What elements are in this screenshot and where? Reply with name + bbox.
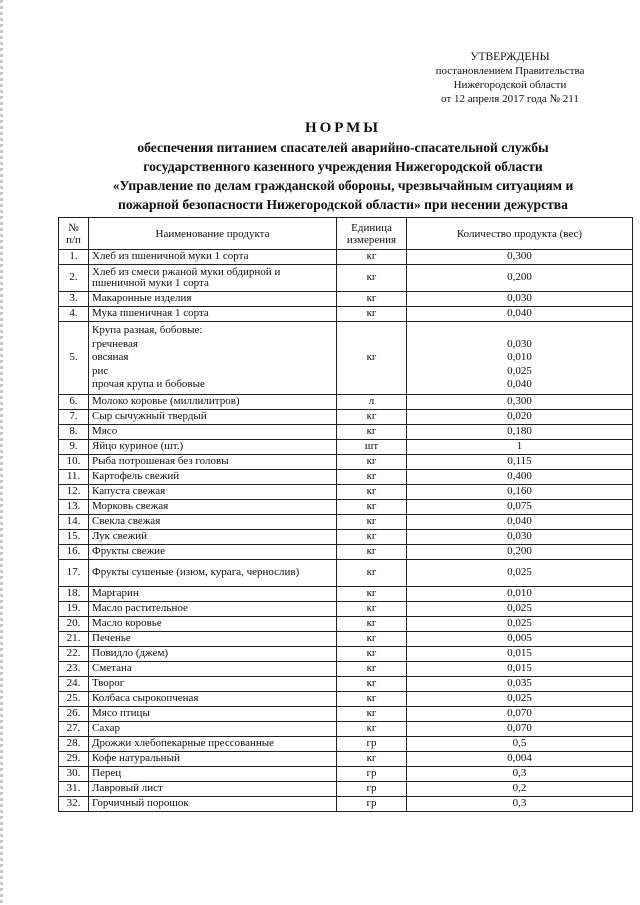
header-name: Наименование продукта (89, 218, 337, 250)
product-quantity: 0,040 (407, 307, 633, 322)
table-row (59, 587, 633, 602)
unit-of-measure: кг (337, 265, 407, 292)
product-name (89, 322, 337, 395)
unit-of-measure: л (337, 395, 407, 410)
row-number: 10. (59, 455, 89, 470)
product-name: Маргарин (89, 587, 337, 602)
table-row (59, 485, 633, 500)
product-quantity: 0,200 (407, 545, 633, 560)
table-row (59, 797, 633, 812)
table-row (59, 530, 633, 545)
table-row (59, 307, 633, 322)
unit-of-measure: кг (337, 500, 407, 515)
row-number: 18. (59, 587, 89, 602)
product-name: Сметана (89, 662, 337, 677)
unit-of-measure: кг (337, 632, 407, 647)
row-number: 30. (59, 767, 89, 782)
unit-of-measure: кг (337, 250, 407, 265)
unit-of-measure: кг (337, 410, 407, 425)
product-quantity: 0,200 (407, 265, 633, 292)
table-row (59, 662, 633, 677)
unit-of-measure: кг (337, 307, 407, 322)
row-number: 5. (59, 322, 89, 395)
product-subitem-quantity: 0,025 (507, 364, 532, 377)
table-row (59, 707, 633, 722)
product-quantity: 0,015 (407, 647, 633, 662)
unit-of-measure: кг (337, 560, 407, 587)
product-name: Молоко коровье (миллилитров) (89, 395, 337, 410)
product-quantity (407, 322, 633, 395)
table-row (59, 677, 633, 692)
row-number: 23. (59, 662, 89, 677)
product-name: Макаронные изделия (89, 292, 337, 307)
header-num-line2: п/п (66, 233, 81, 246)
table-row (59, 752, 633, 767)
product-name: Кофе натуральный (89, 752, 337, 767)
row-number: 31. (59, 782, 89, 797)
product-subitem-name: прочая крупа и бобовые (92, 378, 205, 391)
product-name: Мясо птицы (89, 707, 337, 722)
unit-of-measure: кг (337, 515, 407, 530)
row-number: 15. (59, 530, 89, 545)
table-row (59, 692, 633, 707)
product-subitem-quantity: 0,010 (507, 351, 532, 364)
product-quantity: 0,025 (407, 692, 633, 707)
row-number: 9. (59, 440, 89, 455)
product-quantity: 0,035 (407, 677, 633, 692)
row-number: 26. (59, 707, 89, 722)
row-number: 24. (59, 677, 89, 692)
row-number: 13. (59, 500, 89, 515)
table-row (59, 470, 633, 485)
table-row (59, 737, 633, 752)
unit-of-measure: кг (337, 707, 407, 722)
table-body (59, 250, 633, 812)
product-name: Картофель свежий (89, 470, 337, 485)
table-row (59, 560, 633, 587)
table-row (59, 647, 633, 662)
product-quantity: 0,2 (407, 782, 633, 797)
document-title (60, 118, 626, 214)
product-name: Колбаса сырокопченая (89, 692, 337, 707)
product-name: Яйцо куриное (шт.) (89, 440, 337, 455)
title-line: «Управление по делам гражданской обороны, чрезвычайным ситуациям и (112, 178, 574, 193)
product-name: Мука пшеничная 1 сорта (89, 307, 337, 322)
product-quantity: 0,400 (407, 470, 633, 485)
approval-line: от 12 апреля 2017 года № 211 (441, 93, 579, 105)
product-name: Капуста свежая (89, 485, 337, 500)
product-name: Фрукты сушеные (изюм, курага, чернослив) (89, 560, 337, 587)
approval-line: Нижегородской области (453, 79, 567, 91)
product-quantity: 0,030 (407, 530, 633, 545)
row-number: 22. (59, 647, 89, 662)
table-row (59, 395, 633, 410)
product-name: Повидло (джем) (89, 647, 337, 662)
unit-of-measure: кг (337, 425, 407, 440)
row-number: 29. (59, 752, 89, 767)
product-quantity: 0,025 (407, 617, 633, 632)
table-row (59, 767, 633, 782)
product-name: Перец (89, 767, 337, 782)
row-number: 2. (59, 265, 89, 292)
product-quantity: 0,075 (407, 500, 633, 515)
row-number: 21. (59, 632, 89, 647)
unit-of-measure: кг (337, 530, 407, 545)
row-number: 25. (59, 692, 89, 707)
table-row (59, 545, 633, 560)
product-name: Горчичный порошок (89, 797, 337, 812)
product-quantity: 0,160 (407, 485, 633, 500)
product-subitem-name: овсяная (92, 351, 129, 364)
product-quantity: 0,070 (407, 722, 633, 737)
product-name: Печенье (89, 632, 337, 647)
row-number: 19. (59, 602, 89, 617)
product-name: Дрожжи хлебопекарные прессованные (89, 737, 337, 752)
product-name: Лук свежий (89, 530, 337, 545)
row-number: 17. (59, 560, 89, 587)
unit-of-measure: кг (337, 647, 407, 662)
product-name: Сахар (89, 722, 337, 737)
unit-of-measure: кг (337, 677, 407, 692)
product-name: Фрукты свежие (89, 545, 337, 560)
product-quantity: 0,180 (407, 425, 633, 440)
product-name: Творог (89, 677, 337, 692)
header-num-line1: № (68, 221, 79, 234)
product-name: Лавровый лист (89, 782, 337, 797)
row-number: 3. (59, 292, 89, 307)
unit-of-measure: кг (337, 617, 407, 632)
product-quantity: 0,070 (407, 707, 633, 722)
unit-of-measure: кг (337, 692, 407, 707)
header-unit-line1: Единица (351, 221, 392, 234)
product-quantity: 0,005 (407, 632, 633, 647)
unit-of-measure: гр (337, 797, 407, 812)
unit-of-measure: гр (337, 782, 407, 797)
unit-of-measure: кг (337, 470, 407, 485)
product-quantity: 0,004 (407, 752, 633, 767)
unit-of-measure: кг (337, 662, 407, 677)
unit-of-measure: гр (337, 737, 407, 752)
norms-table (58, 217, 633, 812)
table-row (59, 292, 633, 307)
table-row (59, 265, 633, 292)
table-header-row (59, 218, 633, 250)
header-unit (337, 218, 407, 250)
product-quantity: 0,040 (407, 515, 633, 530)
title-line: обеспечения питанием спасателей аварийно-спасательной службы (137, 140, 549, 155)
row-number: 11. (59, 470, 89, 485)
table-row (59, 617, 633, 632)
product-quantity: 0,300 (407, 250, 633, 265)
product-quantity: 0,025 (407, 560, 633, 587)
header-num (59, 218, 89, 250)
product-quantity: 0,5 (407, 737, 633, 752)
product-name: Мясо (89, 425, 337, 440)
unit-of-measure: кг (337, 485, 407, 500)
unit-of-measure: гр (337, 767, 407, 782)
product-quantity: 0,020 (407, 410, 633, 425)
product-quantity: 0,010 (407, 587, 633, 602)
scan-edge (0, 0, 3, 905)
unit-of-measure: кг (337, 602, 407, 617)
product-quantity: 0,3 (407, 797, 633, 812)
table-row (59, 425, 633, 440)
row-number: 20. (59, 617, 89, 632)
product-name: Масло растительное (89, 602, 337, 617)
row-number: 32. (59, 797, 89, 812)
table-row (59, 440, 633, 455)
table-row (59, 455, 633, 470)
row-number: 28. (59, 737, 89, 752)
product-name: Сыр сычужный твердый (89, 410, 337, 425)
product-name: Рыба потрошеная без головы (89, 455, 337, 470)
unit-of-measure: шт (337, 440, 407, 455)
table-row (59, 500, 633, 515)
row-number: 1. (59, 250, 89, 265)
unit-of-measure: кг (337, 545, 407, 560)
product-subitem-name: рис (92, 364, 109, 377)
unit-of-measure: кг (337, 587, 407, 602)
unit-of-measure: кг (337, 322, 407, 395)
quantity-spacer (410, 324, 629, 338)
product-subitem-quantity: 0,030 (507, 337, 532, 350)
product-quantity: 0,030 (407, 292, 633, 307)
unit-of-measure: кг (337, 292, 407, 307)
table-row (59, 782, 633, 797)
unit-of-measure: кг (337, 455, 407, 470)
row-number: 12. (59, 485, 89, 500)
product-subitem-name: гречневая (92, 337, 138, 350)
product-name: Хлеб из смеси ржаной муки обдирной и пшеничной муки 1 сорта (89, 265, 337, 292)
header-unit-line2: измерения (346, 233, 397, 246)
title-main: НОРМЫ (304, 120, 382, 136)
product-name: Свекла свежая (89, 515, 337, 530)
title-line: пожарной безопасности Нижегородской области» при несении дежурства (118, 197, 568, 212)
table-row (59, 410, 633, 425)
row-number: 14. (59, 515, 89, 530)
table-row (59, 602, 633, 617)
table-row (59, 515, 633, 530)
product-name: Хлеб из пшеничной муки 1 сорта (89, 250, 337, 265)
product-name: Морковь свежая (89, 500, 337, 515)
product-group-name: Крупа разная, бобовые: (92, 324, 203, 337)
table-row (59, 632, 633, 647)
product-name: Масло коровье (89, 617, 337, 632)
table-row (59, 322, 633, 395)
product-quantity: 0,025 (407, 602, 633, 617)
approval-heading: УТВЕРЖДЕНЫ (470, 51, 550, 63)
header-qty: Количество продукта (вес) (407, 218, 633, 250)
row-number: 27. (59, 722, 89, 737)
row-number: 4. (59, 307, 89, 322)
product-quantity: 1 (407, 440, 633, 455)
row-number: 8. (59, 425, 89, 440)
title-line: государственного казенного учреждения Нижегородской области (143, 159, 543, 174)
unit-of-measure: кг (337, 752, 407, 767)
unit-of-measure: кг (337, 722, 407, 737)
approval-stamp (420, 50, 600, 106)
table-row (59, 722, 633, 737)
approval-line: постановлением Правительства (435, 65, 585, 77)
table-row (59, 250, 633, 265)
product-quantity: 0,300 (407, 395, 633, 410)
row-number: 7. (59, 410, 89, 425)
row-number: 6. (59, 395, 89, 410)
product-quantity: 0,115 (407, 455, 633, 470)
product-quantity: 0,015 (407, 662, 633, 677)
row-number: 16. (59, 545, 89, 560)
product-subitem-quantity: 0,040 (507, 378, 532, 391)
product-quantity: 0,3 (407, 767, 633, 782)
